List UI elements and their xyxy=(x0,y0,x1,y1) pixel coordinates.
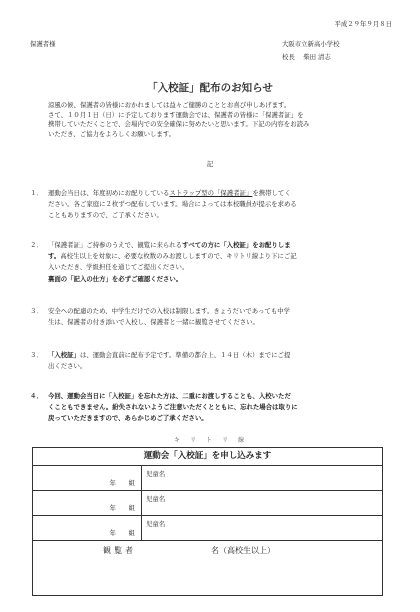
item-line: 出ください。 xyxy=(48,362,87,371)
form-row xyxy=(33,491,382,516)
item-line: 安全への配慮のため、中学生だけでの入校は制限します。きょうだいであっても中学 xyxy=(48,307,291,315)
item-line: ださい。各ご家庭に２枚ずつ配布しています。場合によっては本校職員が提示を求める xyxy=(48,200,297,209)
item-line: こともありますので、ご了承ください。 xyxy=(48,211,163,220)
item-emphasis: 「入校証」 xyxy=(48,351,80,359)
intro-paragraph xyxy=(48,111,386,139)
addressee: 保護者様 xyxy=(30,40,56,48)
list-item xyxy=(30,391,386,425)
list-item xyxy=(30,240,386,285)
list-item xyxy=(30,188,386,222)
item-text: 運動会当日は、年度初めにお配りしている xyxy=(48,189,170,197)
class-label: 年 組 xyxy=(109,504,135,512)
intro-line: 携帯していただくことで、会場内での安全確保に努めたいと思います。下記の内容をお読み xyxy=(48,120,310,129)
child-name-label: 児童名 xyxy=(146,520,166,528)
item-line: 今回、運動会当日に「入校証」を忘れた方は、二重にお渡しすることも、入校いただ xyxy=(48,392,291,400)
item-number: １． xyxy=(30,189,43,197)
observer-label: 観覧者 xyxy=(103,546,136,555)
item-number: ２． xyxy=(30,241,43,249)
item-emphasis: す。 xyxy=(48,252,61,261)
item-number: ３． xyxy=(30,351,43,359)
item-line: 戻っていただきますので、あらかじめご了承ください。 xyxy=(48,414,208,423)
item-text: 「保護者証」ご持参のうえで、観覧に来られる xyxy=(48,241,183,249)
item-number: ３． xyxy=(30,307,43,315)
item-line xyxy=(48,188,386,199)
form-row xyxy=(33,466,382,491)
intro-line: さて、１０月１日（日）に予定しております運動会では、保護者の皆様に「保護者証」を xyxy=(48,111,304,119)
item-emphasis: すべての方に「入校証」をお配りしま xyxy=(182,241,291,249)
class-label: 年 組 xyxy=(109,529,135,537)
item-line xyxy=(48,350,386,361)
cut-line: キ リ ト リ 線 xyxy=(173,437,246,444)
form-title: 運動会「入校証」を申し込みます xyxy=(33,448,382,466)
class-field[interactable] xyxy=(33,516,142,540)
class-label: 年 組 xyxy=(109,479,135,487)
date: 平成２９年９月８日 xyxy=(334,20,392,28)
child-name-label: 児童名 xyxy=(146,470,166,478)
item-line: 生は、保護者の付き添いで入校し、保護者と一緒に観覧させてください。 xyxy=(48,318,259,327)
list-item xyxy=(30,306,386,328)
item-line: 裏面の「記入の仕方」を必ずご確認ください。 xyxy=(48,274,183,283)
intro-line: いただき、ご協力をよろしくお願いします。 xyxy=(48,129,176,138)
item-number: ４． xyxy=(30,392,43,400)
principal-name: 校長 柴田 清志 xyxy=(282,53,331,61)
page-title: 「入校証」配布のお知らせ xyxy=(147,82,273,94)
ki-heading: 記 xyxy=(206,160,214,168)
item-line: 入いただき、学級担任を通じてご提出ください。 xyxy=(48,263,189,272)
item-emphasis: ストラップ型の「保護者証」 xyxy=(169,189,253,197)
child-name-label: 児童名 xyxy=(146,495,166,503)
item-line: くこともできません。紛失されないようご注意いただくとともに、忘れた場合は取りに xyxy=(48,403,298,412)
item-line xyxy=(48,251,386,262)
observer-row[interactable] xyxy=(33,541,382,561)
school-name: 大阪市立新高小学校 xyxy=(282,40,340,48)
list-item xyxy=(30,350,386,372)
item-line xyxy=(48,240,386,251)
observer-count-label: 名（高校生以上） xyxy=(211,546,275,555)
class-field[interactable] xyxy=(33,466,142,490)
item-text: を携帯してく xyxy=(252,189,291,197)
application-form xyxy=(32,447,383,596)
greeting-text: 涼風の候、保護者の皆様におかれましては益々ご健勝のこととお喜び申しあげます。 xyxy=(48,101,291,109)
class-field[interactable] xyxy=(33,491,142,515)
item-text: 高校生以上を対象に、必要な枚数のみお渡ししますので、キリトリ線より下にご記 xyxy=(60,252,297,261)
item-text: は、運動会直前に配布予定です。準備の都合上、１４日（木）までにご提 xyxy=(79,351,291,359)
form-row xyxy=(33,516,382,541)
